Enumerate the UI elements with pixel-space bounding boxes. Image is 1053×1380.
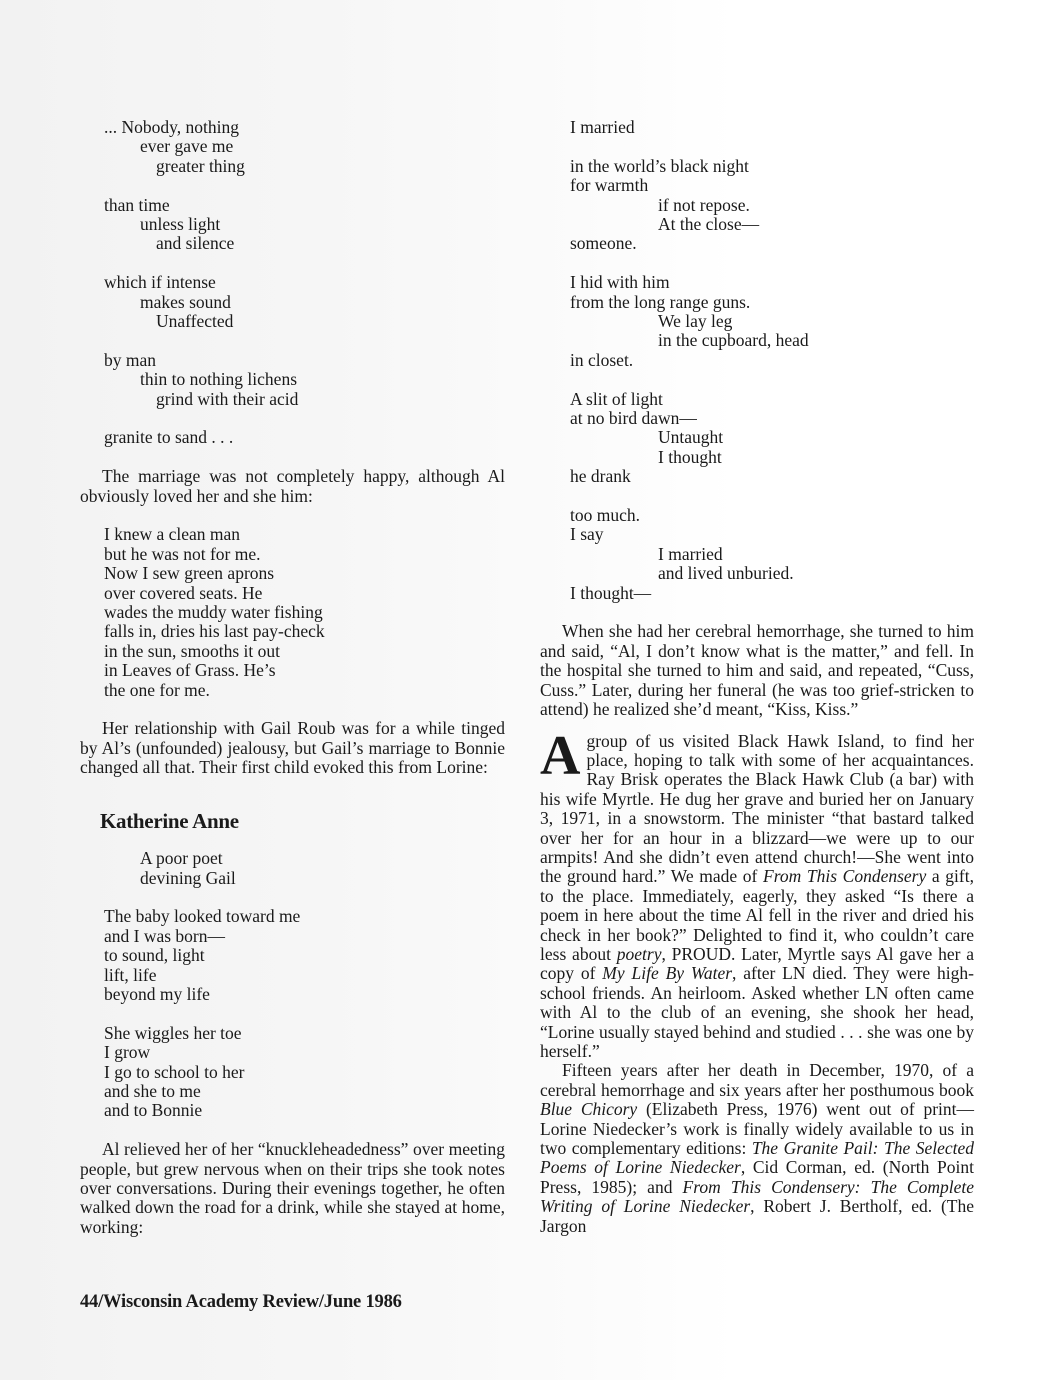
poem-line: Now I sew green aprons (104, 563, 275, 584)
poem-line: wades the muddy water fishing (104, 602, 323, 623)
poem-title-katherine-anne: Katherine Anne (100, 808, 239, 833)
poem-line: too much. (570, 505, 640, 526)
poem-line: by man (104, 349, 157, 370)
poem-line: We lay leg (658, 311, 733, 332)
poem-line: I hid with him (570, 272, 670, 293)
page-footer: 44/Wisconsin Academy Review/June 1986 (80, 1292, 402, 1312)
poem-line: and she to me (104, 1080, 201, 1101)
poem-line: for warmth (570, 175, 649, 196)
poem-line: makes sound (140, 291, 231, 312)
poem-line: he drank (570, 466, 631, 487)
poem-line: grind with their acid (156, 388, 299, 409)
poem-line: and lived unburied. (658, 563, 794, 584)
poem-line: in the world’s black night (570, 155, 749, 176)
poem-line: unless light (140, 214, 221, 235)
poem-line: in closet. (570, 349, 634, 370)
poem-line: and silence (156, 233, 235, 254)
poem-line: greater thing (156, 155, 245, 176)
poem-line: over covered seats. He (104, 582, 263, 603)
poem-line: beyond my life (104, 983, 210, 1004)
poem-line: and to Bonnie (104, 1100, 203, 1121)
poem-line: The baby looked toward me (104, 906, 301, 927)
poem-line: ever gave me (140, 136, 234, 157)
poem-line: A slit of light (570, 388, 663, 409)
paragraph-black-hawk-island: A group of us visited Black Hawk Island, to find her place, hoping to talk with some of her acquaintances. Ray Brisk operates the Black Hawk Club (a bar) with his wife Myrtle. He dug her grave and buried her on January 3, 1971, in a snowstorm. The minister “that bastard talked over her for an hour in a blizzard—we were up to our armpits! And she didn’t even attend church!—She went into the ground hard.” We made of From This Condensery a gift, to the place. Immediately, eagerly, they asked “Is there a poem in here about the time Al fell in the river and dried his check in her book?” Delighted to find it, who couldn’t care less about poetry, PROUD. Later, Myrtle says Al gave her a copy of My Life By Water, after LN died. They were high-school friends. An heirloom. Asked whether LN often came with Al to the club of an evening, she shook her head, “Lorine usually stayed behind and studied . . . she was one by herself.” (540, 724, 974, 1062)
poem-line: than time (104, 194, 170, 215)
poem-line: Untaught (658, 427, 724, 448)
poem-line: falls in, dries his last pay-check (104, 621, 325, 642)
poem-line: but he was not for me. (104, 543, 261, 564)
poem-line: lift, life (104, 964, 157, 985)
poem-line: and I was born— (104, 925, 226, 946)
left-column (80, 118, 505, 1237)
poem-line: Unaffected (156, 311, 234, 332)
right-column (540, 118, 974, 1236)
poem-line: I thought— (570, 582, 652, 603)
poem-line: She wiggles her toe (104, 1022, 242, 1043)
poem-line: from the long range guns. (570, 291, 751, 312)
poem-line: I say (570, 524, 604, 545)
poem-line: I married (570, 117, 635, 137)
poem-line: the one for me. (104, 679, 210, 700)
poem-line: thin to nothing lichens (140, 369, 298, 390)
poem-line: I married (658, 543, 723, 564)
poem-line: A poor poet (140, 848, 223, 869)
paragraph-marriage: The marriage was not completely happy, although Al obviously loved her and she him: (80, 466, 505, 506)
poem-line: in the sun, smooths it out (104, 640, 280, 661)
poem-line: I go to school to her (104, 1061, 245, 1082)
poem-line: I grow (104, 1042, 151, 1063)
poem-line: if not repose. (658, 194, 750, 215)
poem-line: to sound, light (104, 945, 205, 966)
paragraph-cerebral-hemorrhage: When she had her cerebral hemorrhage, she turned to him and said, “Al, I don’t know what is the matter,” and fell. In the hospital she turned to him and said, and repeated, “Cuss, Cuss.” Later, during her funeral (he was too grief-stricken to attend) he realized she’d meant, “Kiss, Kiss.” (540, 621, 974, 720)
poem-line: in the cupboard, head (658, 330, 809, 351)
poem-katherine-anne (80, 849, 505, 1121)
poem-line: I thought (658, 446, 722, 467)
poem-line: At the close— (658, 214, 760, 235)
poem-line: at no bird dawn— (570, 408, 697, 429)
poem-line: which if intense (104, 272, 216, 293)
poem-line: devining Gail (140, 867, 236, 888)
paragraph-knuckleheadedness: Al relieved her of her “knuckleheadedness” over meeting people, but grew nervous when on their trips she took notes over conversations. During their evenings together, he often walked down the road for a drink, while she stayed at home, working: (80, 1139, 505, 1237)
poem-i-married (540, 118, 974, 603)
drop-cap: A (540, 724, 581, 787)
poem-clean-man (80, 525, 505, 700)
poem-line: granite to sand . . . (104, 427, 234, 448)
poem-line: ... Nobody, nothing (104, 117, 239, 137)
poem-line: someone. (570, 233, 637, 254)
poem-nobody-nothing (80, 118, 505, 448)
paragraph-gail-roub: Her relationship with Gail Roub was for a while tinged by Al’s (unfounded) jealousy, but Gail’s marriage to Bonnie changed all that. Their first child evoked this from Lorine: (80, 718, 505, 778)
poem-line: in Leaves of Grass. He’s (104, 660, 276, 681)
poem-line: I knew a clean man (104, 524, 241, 545)
paragraph-fifteen-years: Fifteen years after her death in December, 1970, of a cerebral hemorrhage and six years after her posthumous book Blue Chicory (Elizabeth Press, 1976) went out of print—Lorine Niedecker’s work is finally widely available to us in two complementary editions: The Granite Pail: The Selected Poems of Lorine Niedecker, Cid Corman, ed. (North Point Press, 1985); and From This Condensery: The Complete Writing of Lorine Niedecker, Robert J. Bertholf, ed. (The Jargon (540, 1060, 975, 1236)
